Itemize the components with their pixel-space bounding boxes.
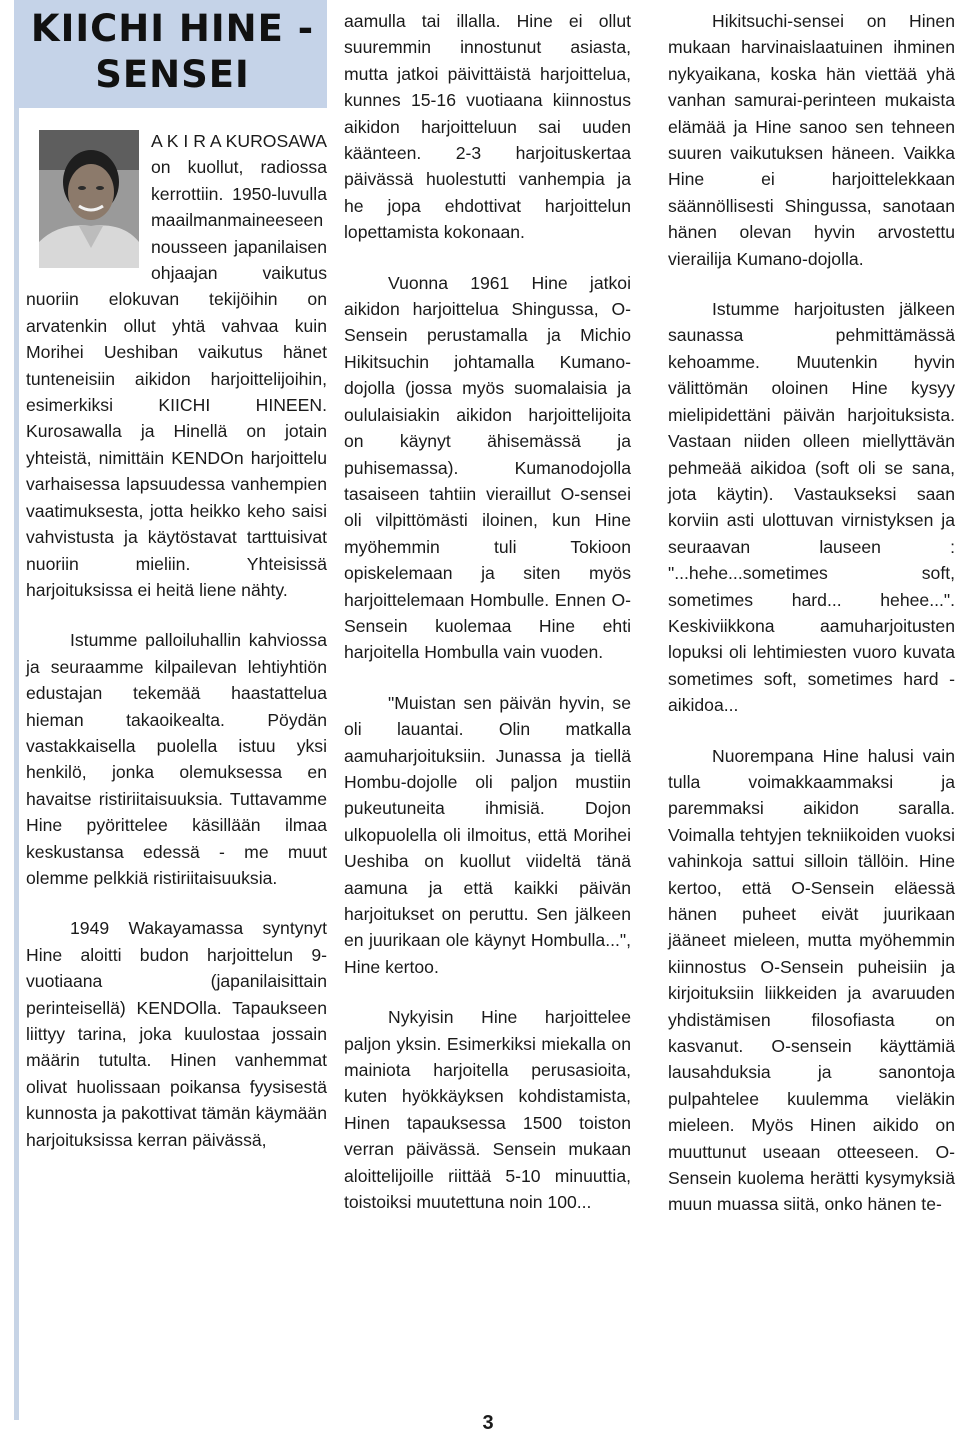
paragraph: Vuonna 1961 Hine jatkoi aikidon harjoittelua Shingussa, O-Sensein perustamalla ja Michio Hikitsuchin johtamalla Kumano-dojolla (jossa myös suomalaisia ja oululaisiakin aikidon harjoittelijoita on käynyt ähisemässä ja puhisemassa). Kumanodojolla tasaiseen tahtiin vieraillut O-sensei oli vilpittömästi iloinen, kun Hine myöhemmin tuli Tokioon opiskelemaan ja siten myös harjoittelemaan Hombulle. Ennen O-Sensein kuolemaa Hine ehti harjoitella Hombulla vain vuoden. [344, 272, 631, 663]
column-2 [344, 8, 631, 1239]
paragraph: Nuorempana Hine halusi vain tulla voimakkaammaksi ja paremmaksi aikidon saralla. Voimalla tehtyjen tekniikoiden vuoksi vahinkoja sattui silloin tällöin. Hine kertoo, että O-Sensein eläessä hänen puheet eivät juurikaan jääneet mieleen, mutta myöhemmin kiinnostus O-Sensein puheisiin ja kirjoituksiin liikkeiden ja avaruuden yhdistämisen filosofiasta on kasvanut. O-sensein käyttämiä lausahduksia ja sanontoja pulpahtelee kuulemma vieläkin mieleen. Myös Hinen aikido on muuttunut useaan otteeseen. O-Sensein kuolema herätti kysymyksiä muun muassa siitä, onko hänen te- [668, 745, 955, 1215]
page-number [0, 1412, 960, 1435]
column-1-body [19, 128, 327, 1153]
person-portrait-icon [39, 130, 139, 268]
paragraph: "Muistan sen päivän hyvin, se oli lauantai. Olin matkalla aamuharjoituksiin. Junassa ja tiellä Hombu-dojolle oli paljon mustiin pukeutuneita ihmisiä. Dojon ulkopuolella oli ilmoitus, että Morihei Ueshiba on kuollut viideltä tänä aamuna ja että kaikki päivän harjoitukset on peruttu. Sen jälkeen en juurikaan ole käynyt Hombulla...", Hine kertoo. [344, 692, 631, 977]
paragraph: Hikitsuchi-sensei on Hinen mukaan harvinaislaatuinen ihminen nykyaikana, koska hän viettää yhä vanhan samurai-perinteen mukaista elämää ja Hine sanoo sen tehneen suuren vaikutuksen häneen. Vaikka Hine ei harjoittelekkaan säännöllisesti Shingussa, sanotaan hänen olevan hyvin arvostettu vierailija Kumano-dojolla. [668, 11, 955, 269]
paragraph: 1949 Wakayamassa syntynyt Hine aloitti budon harjoittelun 9-vuotiaana (japanilaisittain perinteisellä) KENDOlla. Tapaukseen liittyy tarina, joka kuulostaa jossain määrin tutulta. Hinen vanhemmat olivat huolissaan poikansa fyysisestä kunnosta ja pakottivat tämän käymään harjoituksissa kerran päivässä, [26, 918, 327, 1150]
page-number-label: 3 [482, 1412, 494, 1434]
column-1 [14, 0, 327, 1420]
paragraph: Istumme harjoitusten jälkeen saunassa pehmittämässä kehoamme. Muutenkin hyvin välittömän oloinen Hine kysyy mielipidettäni päivän harjoituksista. Vastaan niiden olleen miellyttävän pehmeää aikidoa (soft oli se sana, jota käytin). Vastaukseksi saan korviin asti ulottuvan virnistyksen ja seuraavan lauseen : "...hehe...sometimes soft, sometimes hard... hehee...". Keskiviikkona aamuharjoitusten lopuksi oli lehtimiesten vuoro kuvata sometimes soft, sometimes hard -aikidoa... [668, 299, 955, 716]
title-banner [14, 0, 327, 108]
paragraph: A K I R A KUROSAWA on kuollut, radiossa kerrottiin. 1950-luvulla maailmanmaineeseen nousseen japanilaisen ohjaajan vaikutus nuoriin elokuvan tekijöihin on arvatenkin ollut yhtä vahvaa kuin Morihei Ueshiban vaikutus hänet tunteneisiin aikidon harjoittelijoihin, esimerkiksi KIICHI HINEEN. Kurosawalla ja Hinellä on jotain yhteistä, nimittäin KENDOn harjoittelu varhaisessa lapsuudessa vanhempien vaatimuksesta, jotta heikko keho saisi vahvistusta ja käytöstavat tarttuisivat nuoriin mieliin. Yhteisissä harjoituksissa ei heitä liene nähty. [26, 131, 327, 600]
portrait-photo [39, 130, 139, 268]
paragraph: aamulla tai illalla. Hine ei ollut suuremmin innostunut asiasta, mutta jatkoi päivittäistä harjoittelua, kunnes 15-16 vuotiaana kiinnostus aikidon harjoitteluun sai uuden käänteen. 2-3 harjoituskertaa päivässä huolestutti vanhempia ja he jopa ehdottivat harjoittelun lopettamista kokonaan. [344, 11, 631, 243]
paragraph: Nykyisin Hine harjoittelee paljon yksin. Esimerkiksi miekalla on mainiota harjoitella perusasioita, kuten hyökkäyksen kohdistamista, Hinen tapauksessa 1500 toiston verran päivässä. Sensein mukaan aloittelijoille riittää 5-10 minuuttia, toistoiksi muutettuna noin 100... [344, 1007, 631, 1213]
article-title: KIICHI HINE - SENSEI [30, 7, 315, 96]
paragraph: Istumme palloiluhallin kahviossa ja seuraamme kilpailevan lehtiyhtiön edustajan tekemää haastattelua hieman takaoikealta. Pöydän vastakkaisella puolella istuu yksi henkilö, jonka olemuksessa en havaitse ristiriitaisuuksia. Tuttavamme Hine pyörittelee käsillään ilmaa keskustansa edessä - me muut olemme pelkkiä ristiriitaisuuksia. [26, 630, 327, 888]
column-3 [668, 8, 955, 1242]
